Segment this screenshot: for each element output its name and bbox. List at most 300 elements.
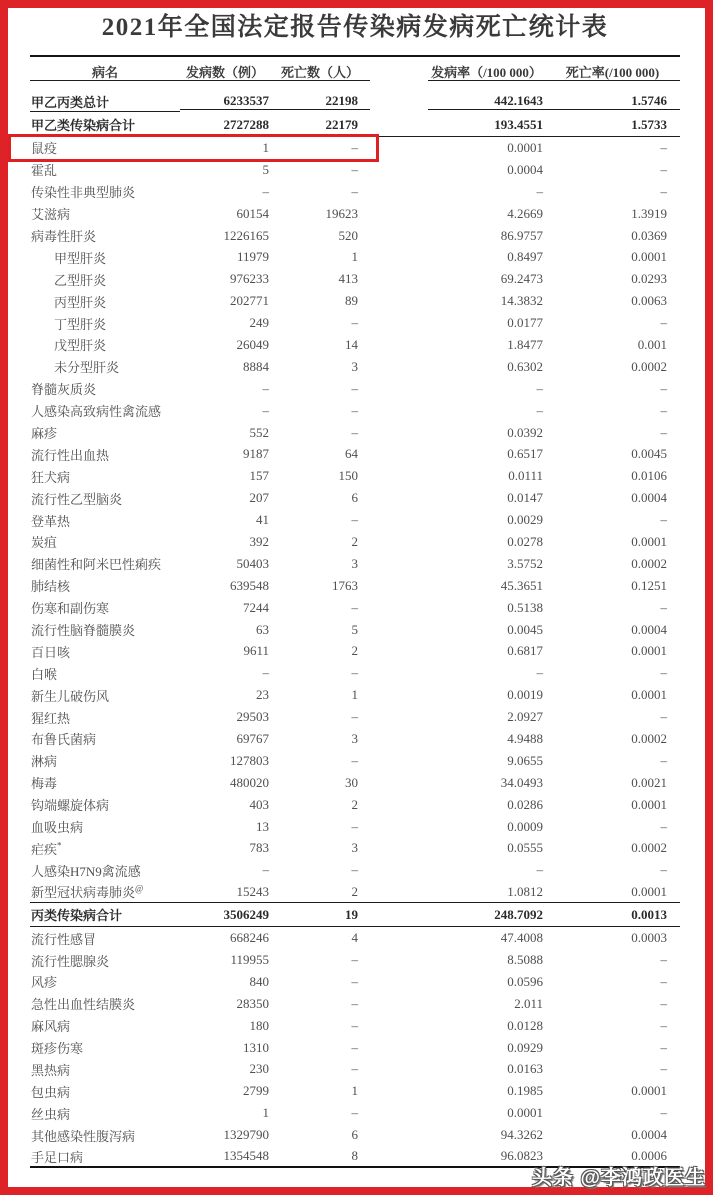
cases-cell: 3506249 (223, 906, 269, 922)
table-row (30, 772, 680, 794)
deaths-cell: 14 (345, 336, 358, 352)
table-row (30, 159, 680, 181)
table-row (30, 684, 680, 706)
cases-cell: – (262, 183, 269, 199)
deaths-cell: 1763 (332, 577, 358, 593)
incidence-cell: 193.4551 (494, 116, 543, 132)
table-row (30, 312, 680, 334)
incidence-cell: 1.0812 (507, 883, 543, 899)
incidence-cell: 0.0128 (507, 1017, 543, 1033)
cases-cell: – (262, 665, 269, 681)
incidence-cell: 0.5138 (507, 599, 543, 615)
mortality-cell: 0.0002 (631, 730, 667, 746)
disease-name-cell: 钩端螺旋体病 (31, 798, 110, 814)
incidence-cell: – (536, 183, 543, 199)
deaths-cell: – (351, 995, 358, 1011)
incidence-cell: 4.2669 (507, 205, 543, 221)
disease-name-cell: 百日咳 (31, 644, 71, 660)
deaths-cell: – (351, 161, 358, 177)
cases-cell: 13 (256, 818, 269, 834)
deaths-cell: 1 (351, 1083, 358, 1099)
deaths-cell: – (351, 315, 358, 331)
cases-cell: 639548 (230, 577, 269, 593)
incidence-cell: 8.5088 (507, 952, 543, 967)
cases-cell: 6233537 (180, 93, 270, 110)
deaths-cell: 2 (351, 796, 358, 812)
cases-cell: 127803 (230, 752, 269, 768)
deaths-cell: 413 (338, 271, 358, 287)
mortality-cell: 0.0001 (631, 533, 667, 549)
disease-name-cell: 甲型肝炎 (54, 250, 107, 266)
disease-name-cell: 甲乙丙类总计 (30, 92, 180, 112)
mortality-cell: – (660, 380, 667, 396)
deaths-cell: 4 (351, 930, 358, 946)
mortality-cell: 0.1251 (631, 577, 667, 593)
incidence-cell: 0.6302 (507, 358, 543, 374)
deaths-cell: – (351, 183, 358, 199)
mortality-cell: 0.0002 (631, 555, 667, 571)
cases-cell: 1329790 (223, 1127, 269, 1143)
table-row (30, 246, 680, 268)
incidence-cell: 0.0929 (507, 1039, 543, 1055)
disease-name-cell: 梅毒 (31, 776, 58, 792)
incidence-cell: 0.0177 (507, 315, 543, 331)
cases-cell: 1 (262, 1105, 269, 1121)
mortality-cell: 0.0004 (631, 1127, 667, 1143)
incidence-cell: 248.7092 (494, 906, 543, 922)
mortality-cell: 1.3919 (631, 205, 667, 221)
disease-name-cell: 鼠疫 (31, 141, 58, 157)
table-row (30, 1059, 680, 1081)
table-row (30, 487, 680, 509)
table-row (30, 597, 680, 619)
incidence-cell: 0.6517 (507, 446, 543, 462)
deaths-cell: – (351, 1061, 358, 1077)
cases-cell: 7244 (243, 599, 269, 615)
disease-name-cell: 伤寒和副伤寒 (31, 601, 110, 617)
table-row (30, 575, 680, 597)
cases-cell: 9611 (243, 643, 269, 659)
disease-name-cell: 淋病 (31, 754, 58, 770)
incidence-cell: 0.0045 (507, 621, 543, 637)
table-row (30, 662, 680, 684)
table-row (30, 422, 680, 444)
table-row (30, 553, 680, 575)
disease-name-cell: 人感染H7N9禽流感 (31, 863, 141, 879)
disease-name-cell: 布鲁氏菌病 (31, 732, 97, 748)
mortality-cell: – (660, 665, 667, 681)
incidence-cell: 0.0147 (507, 490, 543, 506)
incidence-cell: 14.3832 (500, 293, 543, 309)
table-row (30, 619, 680, 641)
deaths-cell: – (351, 665, 358, 681)
table-row (30, 838, 680, 860)
mortality-cell: 0.0106 (631, 468, 667, 484)
disease-name-cell: 风疹 (31, 975, 58, 991)
deaths-cell: 3 (351, 840, 358, 856)
deaths-cell: – (351, 752, 358, 768)
incidence-cell: 442.1643 (428, 93, 545, 110)
disease-name-cell: 人感染高致病性禽流感 (31, 404, 162, 420)
deaths-cell: – (351, 512, 358, 528)
deaths-cell: 2 (351, 643, 358, 659)
mortality-cell: 0.0006 (631, 1148, 667, 1164)
cases-cell: – (262, 402, 269, 418)
table-row (30, 400, 680, 422)
table-row (30, 1015, 680, 1037)
mortality-cell: – (660, 402, 667, 418)
incidence-cell: 2.011 (514, 995, 543, 1011)
cases-cell: 207 (249, 490, 269, 506)
mortality-cell: – (660, 818, 667, 834)
cases-cell: 840 (249, 973, 269, 989)
deaths-cell: 150 (338, 468, 358, 484)
incidence-cell: 0.1985 (507, 1083, 543, 1099)
incidence-cell: 0.0009 (507, 818, 543, 834)
table-row (30, 927, 680, 949)
deaths-cell: 22179 (325, 116, 358, 132)
cases-cell: 480020 (230, 774, 269, 790)
table-row (30, 903, 680, 927)
cases-cell: 1354548 (223, 1148, 269, 1164)
disease-name-cell: 流行性腮腺炎 (31, 953, 110, 969)
deaths-cell: – (351, 424, 358, 440)
incidence-cell: 0.0019 (507, 687, 543, 703)
table-row (30, 225, 680, 247)
incidence-cell: 45.3651 (500, 577, 543, 593)
column-header-disease: 病名 (30, 66, 180, 82)
deaths-cell: – (351, 380, 358, 396)
cases-cell: 552 (249, 424, 269, 440)
disease-name-cell: 黑热病 (31, 1062, 71, 1078)
table-row (30, 465, 680, 487)
disease-name-cell: 未分型肝炎 (54, 360, 120, 376)
table-row (30, 1037, 680, 1059)
incidence-cell: – (536, 665, 543, 681)
column-header-deaths: 死亡数（人） (270, 66, 370, 82)
deaths-cell: 6 (351, 1127, 358, 1143)
cases-cell: 976233 (230, 271, 269, 287)
mortality-cell: – (660, 161, 667, 177)
mortality-cell: – (660, 424, 667, 440)
incidence-cell: 96.0823 (500, 1148, 543, 1164)
disease-name-cell: 丙类传染病合计 (31, 908, 123, 924)
deaths-cell: 89 (345, 293, 358, 309)
disease-name-cell: 流行性乙型脑炎 (31, 491, 123, 507)
table-row (30, 1102, 680, 1124)
disease-name-cell: 登革热 (31, 513, 71, 529)
cases-cell: 230 (249, 1061, 269, 1077)
incidence-cell: – (536, 380, 543, 396)
table-row (30, 378, 680, 400)
cases-cell: 63 (256, 621, 269, 637)
deaths-cell: 19 (345, 906, 358, 922)
table-row (30, 816, 680, 838)
deaths-cell: 19623 (325, 205, 358, 221)
mortality-cell: 0.0001 (631, 249, 667, 265)
mortality-cell: – (660, 315, 667, 331)
incidence-cell: 4.9488 (507, 730, 543, 746)
disease-name-cell: 急性出血性结膜炎 (31, 997, 136, 1013)
table-row (30, 859, 680, 881)
disease-name-cell: 艾滋病 (31, 207, 71, 223)
deaths-cell: 22198 (270, 93, 370, 110)
table-row (30, 750, 680, 772)
incidence-cell: 0.0596 (507, 973, 543, 989)
mortality-cell: 1.5746 (545, 93, 680, 110)
mortality-cell: – (660, 862, 667, 878)
disease-name-cell: 新型冠状病毒肺炎@ (31, 883, 144, 901)
disease-name-cell: 丙型肝炎 (54, 294, 107, 310)
mortality-cell: 0.0004 (631, 490, 667, 506)
incidence-cell: 0.0029 (507, 512, 543, 528)
deaths-cell: – (351, 973, 358, 989)
mortality-cell: – (660, 1061, 667, 1077)
disease-name-cell: 流行性感冒 (31, 931, 97, 947)
table-row (30, 949, 680, 971)
table-body (30, 90, 680, 1168)
watermark: 头条 @李鸿政医生 (531, 1167, 706, 1189)
cases-cell: 157 (249, 468, 269, 484)
cases-cell: 249 (249, 315, 269, 331)
mortality-cell: 1.5733 (631, 116, 667, 132)
cases-cell: 60154 (236, 205, 269, 221)
disease-name-cell: 丝虫病 (31, 1106, 71, 1122)
mortality-cell: 0.0369 (631, 227, 667, 243)
disease-name-cell: 手足口病 (31, 1149, 84, 1165)
disease-name-cell: 脊髓灰质炎 (31, 382, 97, 398)
disease-name-cell: 狂犬病 (31, 469, 71, 485)
disease-name-cell: 肺结核 (31, 579, 71, 595)
mortality-cell: – (660, 752, 667, 768)
mortality-cell: – (660, 1039, 667, 1055)
disease-name-cell: 甲乙类传染病合计 (31, 118, 136, 133)
cases-cell: 41 (256, 512, 269, 528)
mortality-cell: – (660, 512, 667, 528)
incidence-cell: 69.2473 (500, 271, 543, 287)
disease-name-cell: 麻风病 (31, 1019, 71, 1035)
cases-cell: 1226165 (223, 227, 269, 243)
deaths-cell: 5 (351, 621, 358, 637)
table-row (30, 113, 680, 137)
table-row (30, 137, 680, 159)
mortality-cell: 0.0001 (631, 1083, 667, 1099)
deaths-cell: 2 (351, 533, 358, 549)
table-row (30, 268, 680, 290)
table-row (30, 203, 680, 225)
cases-cell: 11979 (236, 249, 269, 265)
column-header-cases: 发病数（例） (180, 66, 270, 82)
incidence-cell: 0.0001 (507, 139, 543, 155)
mortality-cell: – (660, 183, 667, 199)
incidence-cell: 0.0392 (507, 424, 543, 440)
table-row (30, 881, 680, 903)
cases-cell: 180 (249, 1017, 269, 1033)
incidence-cell: 0.8497 (507, 249, 543, 265)
incidence-cell: 0.0111 (508, 468, 543, 484)
incidence-cell: 47.4008 (500, 930, 543, 946)
incidence-cell: 86.9757 (500, 227, 543, 243)
table-header (30, 57, 680, 90)
deaths-cell: – (351, 862, 358, 878)
deaths-cell: – (351, 599, 358, 615)
mortality-cell: 0.0001 (631, 643, 667, 659)
cases-cell: 8884 (243, 358, 269, 374)
cases-cell: 29503 (236, 709, 269, 725)
cases-cell: 26049 (236, 336, 269, 352)
cases-cell: 15243 (236, 883, 269, 899)
table-row (30, 993, 680, 1015)
incidence-cell: 0.6817 (507, 643, 543, 659)
incidence-cell: 2.0927 (507, 709, 543, 725)
cases-cell: 2799 (243, 1083, 269, 1099)
disease-name-cell: 流行性出血热 (31, 447, 110, 463)
cases-cell: 403 (249, 796, 269, 812)
table-row (30, 728, 680, 750)
cases-cell: 2727288 (223, 116, 269, 132)
disease-name-cell: 乙型肝炎 (54, 272, 107, 288)
mortality-cell: – (660, 973, 667, 989)
deaths-cell: – (351, 952, 358, 967)
deaths-cell: 3 (351, 555, 358, 571)
mortality-cell: 0.0013 (631, 906, 667, 922)
mortality-cell: 0.0063 (631, 293, 667, 309)
cases-cell: 23 (256, 687, 269, 703)
mortality-cell: 0.0003 (631, 930, 667, 946)
disease-name-cell: 包虫病 (31, 1084, 71, 1100)
cases-cell: – (262, 862, 269, 878)
incidence-cell: 0.0004 (507, 161, 543, 177)
deaths-cell: 6 (351, 490, 358, 506)
cases-cell: – (262, 380, 269, 396)
table-row (30, 181, 680, 203)
disease-name-cell: 病毒性肝炎 (31, 229, 97, 244)
title-block (30, 0, 680, 57)
cases-cell: 202771 (230, 293, 269, 309)
incidence-cell: 0.0278 (507, 533, 543, 549)
mortality-cell: – (660, 1105, 667, 1121)
incidence-cell: 0.0001 (507, 1105, 543, 1121)
table-content (30, 0, 680, 1168)
deaths-cell: 3 (351, 730, 358, 746)
deaths-cell: 30 (345, 774, 358, 790)
cases-cell: 50403 (236, 555, 269, 571)
mortality-cell: 0.001 (637, 336, 667, 352)
column-header-mortality: 死亡率(/100 000) (545, 66, 680, 82)
page-title: 2021年全国法定报告传染病发病死亡统计表 (101, 14, 609, 41)
mortality-cell: 0.0293 (631, 271, 667, 287)
disease-name-cell: 斑疹伤寒 (31, 1041, 84, 1057)
disease-name-cell: 疟疾* (31, 840, 62, 857)
incidence-cell: – (536, 402, 543, 418)
table-row (30, 90, 680, 113)
mortality-cell: 0.0001 (631, 883, 667, 899)
deaths-cell: 1 (351, 249, 358, 265)
deaths-cell: – (351, 402, 358, 418)
column-header-incidence: 发病率（/100 000） (428, 66, 545, 82)
disease-name-cell: 白喉 (31, 666, 58, 682)
disease-name-cell: 流行性脑脊髓膜炎 (31, 623, 136, 639)
cases-cell: 1310 (243, 1039, 269, 1055)
cases-cell: 392 (249, 533, 269, 549)
incidence-cell: 94.3262 (500, 1127, 543, 1143)
table-row (30, 706, 680, 728)
incidence-cell: 0.0286 (507, 796, 543, 812)
disease-name-cell: 传染性非典型肺炎 (31, 185, 136, 201)
cases-cell: 5 (262, 161, 269, 177)
deaths-cell: 3 (351, 358, 358, 374)
table-row (30, 794, 680, 816)
disease-name-cell: 其他感染性腹泻病 (31, 1128, 136, 1144)
table-row (30, 971, 680, 993)
mortality-cell: 0.0002 (631, 358, 667, 374)
cases-cell: 9187 (243, 446, 269, 462)
mortality-cell: 0.0045 (631, 446, 667, 462)
deaths-cell: 520 (338, 227, 358, 243)
deaths-cell: – (351, 1017, 358, 1033)
disease-name-cell: 霍乱 (31, 163, 58, 179)
incidence-cell: – (536, 862, 543, 878)
deaths-cell: 64 (345, 446, 358, 462)
deaths-cell: 8 (351, 1148, 358, 1164)
cases-cell: 668246 (230, 930, 269, 946)
disease-name-cell: 新生儿破伤风 (31, 688, 110, 704)
table-row (30, 531, 680, 553)
mortality-cell: 0.0002 (631, 840, 667, 856)
mortality-cell: – (660, 709, 667, 725)
incidence-cell: 0.0163 (507, 1061, 543, 1077)
cases-cell: 783 (249, 840, 269, 856)
mortality-cell: 0.0021 (631, 774, 667, 790)
disease-name-cell: 炭疽 (31, 535, 58, 551)
disease-name-cell: 血吸虫病 (31, 820, 84, 836)
mortality-cell: – (660, 995, 667, 1011)
table-row (30, 640, 680, 662)
table-row (30, 443, 680, 465)
cases-cell: 119955 (230, 952, 269, 967)
mortality-cell: – (660, 599, 667, 615)
disease-name-cell: 猩红热 (31, 710, 71, 726)
disease-name-cell: 细菌性和阿米巴性痢疾 (31, 557, 162, 573)
cases-cell: 1 (262, 139, 269, 155)
deaths-cell: 1 (351, 687, 358, 703)
deaths-cell: – (351, 709, 358, 725)
mortality-cell: 0.0001 (631, 687, 667, 703)
mortality-cell: – (660, 139, 667, 155)
disease-name-cell: 丁型肝炎 (54, 316, 107, 332)
table-row (30, 509, 680, 531)
incidence-cell: 1.8477 (507, 336, 543, 352)
deaths-cell: – (351, 139, 358, 155)
table-row (30, 334, 680, 356)
incidence-cell: 9.0655 (507, 752, 543, 768)
deaths-cell: 2 (351, 883, 358, 899)
table-row (30, 290, 680, 312)
mortality-cell: 0.0001 (631, 796, 667, 812)
incidence-cell: 0.0555 (507, 840, 543, 856)
deaths-cell: – (351, 1105, 358, 1121)
table-row (30, 1124, 680, 1146)
deaths-cell: – (351, 1039, 358, 1055)
cases-cell: 28350 (236, 995, 269, 1011)
table-row (30, 1080, 680, 1102)
incidence-cell: 3.5752 (507, 555, 543, 571)
mortality-cell: – (660, 1017, 667, 1033)
mortality-cell: – (660, 952, 667, 967)
disease-name-cell: 麻疹 (31, 426, 58, 442)
incidence-cell: 34.0493 (500, 774, 543, 790)
mortality-cell: 0.0004 (631, 621, 667, 637)
